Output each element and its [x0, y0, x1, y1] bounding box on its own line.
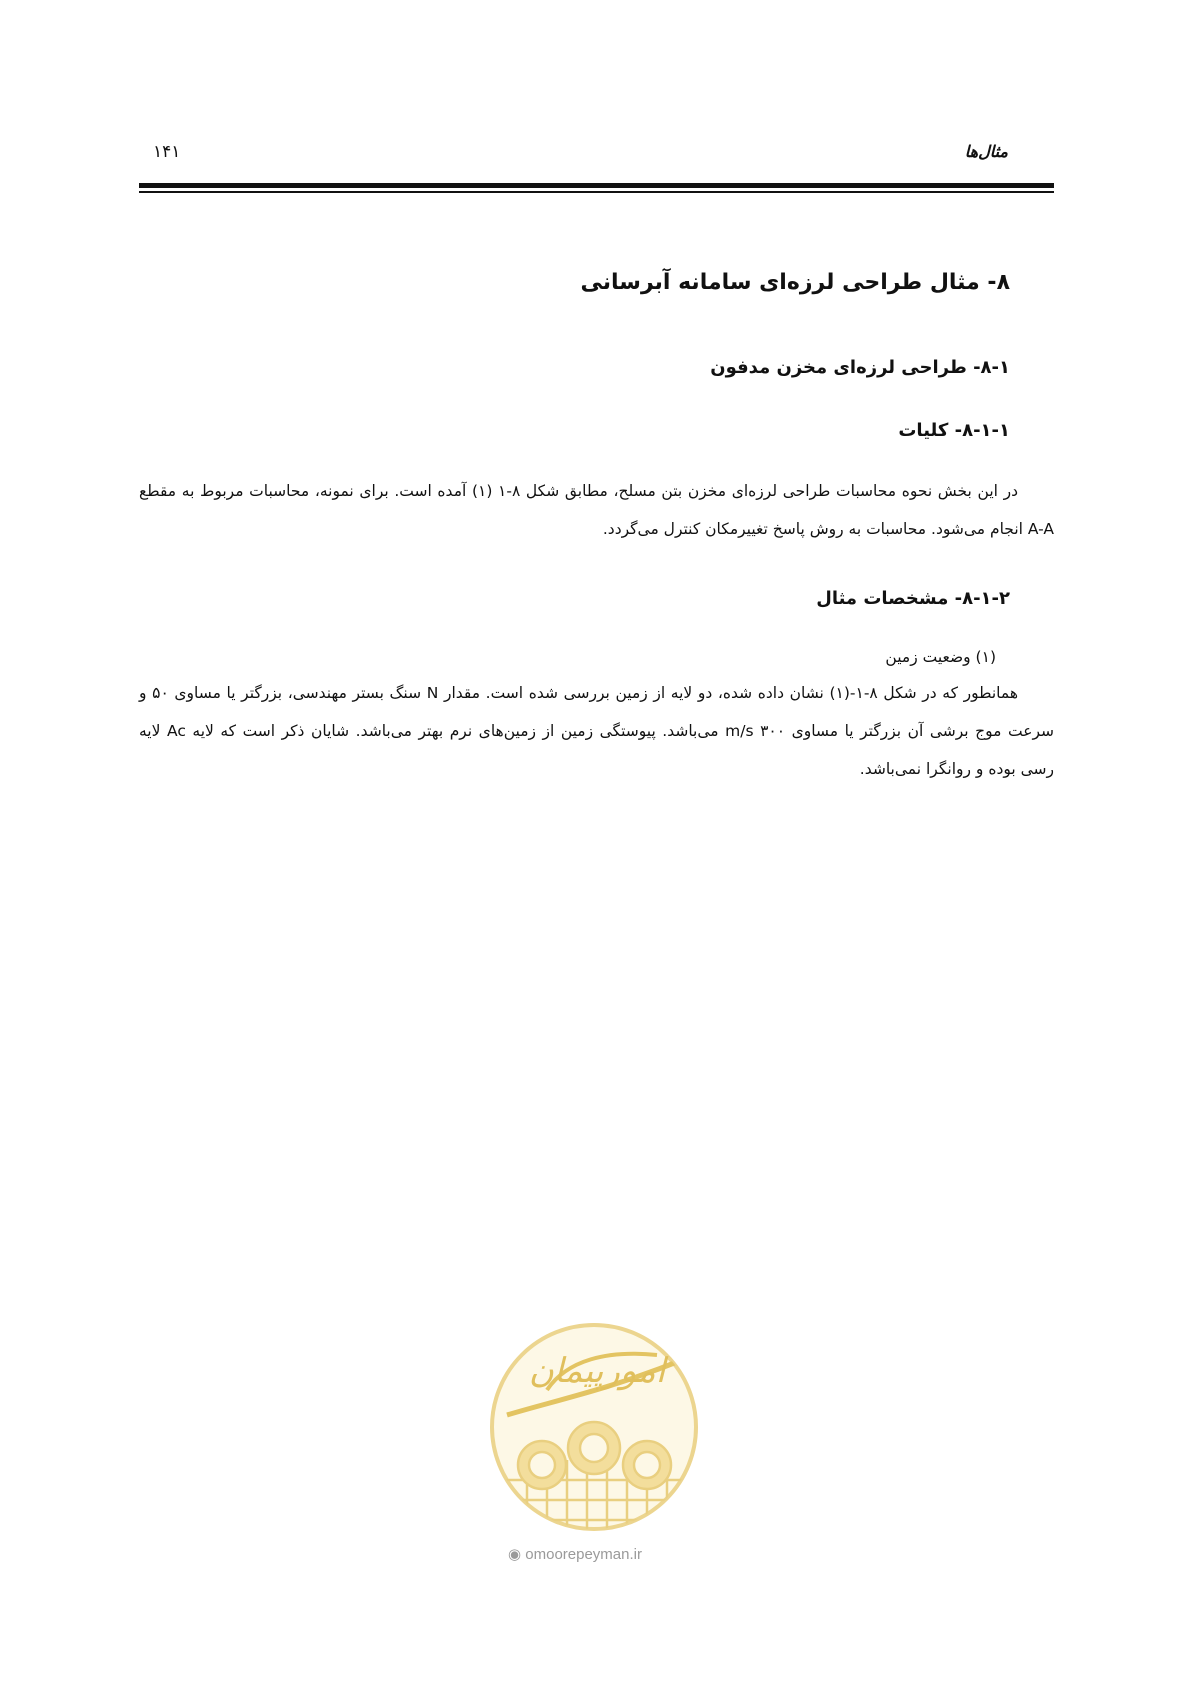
heading-main: ۸- مثال طراحی لرزه‌ای سامانه آبرسانی — [580, 270, 1010, 295]
watermark-logo-text: امورپیمان — [528, 1351, 666, 1391]
watermark-logo — [487, 1320, 702, 1535]
globe-icon: ◉ — [508, 1546, 522, 1563]
header-rule-thin — [139, 191, 1054, 193]
header-rule-thick — [139, 183, 1054, 188]
page-number: ۱۴۱ — [153, 142, 181, 162]
heading-8-1-1: ۸-۱-۱- کلیات — [898, 420, 1010, 441]
paragraph-generalities-text: در این بخش نحوه محاسبات طراحی لرزه‌ای مخزن بتن مسلح، مطابق شکل ۸-۱ (۱) آمده است. برای نمونه، محاسبات مربوط به مقطع A-A انجام می‌شود. محاسبات به روش پاسخ تغییرمکان کنترل می‌گردد. — [139, 482, 1054, 538]
watermark-url-text: omoorepeyman.ir — [525, 1546, 642, 1563]
heading-8-1-2: ۸-۱-۲- مشخصات مثال — [816, 588, 1010, 609]
paragraph-generalities — [139, 472, 1054, 548]
paragraph-ground-text: همانطور که در شکل ۸-۱-(۱) نشان داده شده، دو لایه از زمین بررسی شده است. مقدار N سنگ بستر مهندسی، بزرگتر یا مساوی ۵۰ و سرعت موج برشی آن بزرگتر یا مساوی ۳۰۰ m/s می‌باشد. پیوستگی زمین از زمین‌های نرم بهتر می‌باشد. شایان ذکر است که لایه Ac لایه رسی بوده و روانگرا نمی‌باشد. — [139, 684, 1054, 778]
list-item-ground — [139, 638, 1054, 676]
watermark-url — [508, 1545, 642, 1563]
list-item-ground-text: (۱) وضعیت زمین — [885, 648, 996, 666]
heading-8-1: ۸-۱- طراحی لرزه‌ای مخزن مدفون — [710, 357, 1010, 378]
running-head: مثال‌ها — [964, 142, 1008, 161]
paragraph-ground — [139, 674, 1054, 788]
